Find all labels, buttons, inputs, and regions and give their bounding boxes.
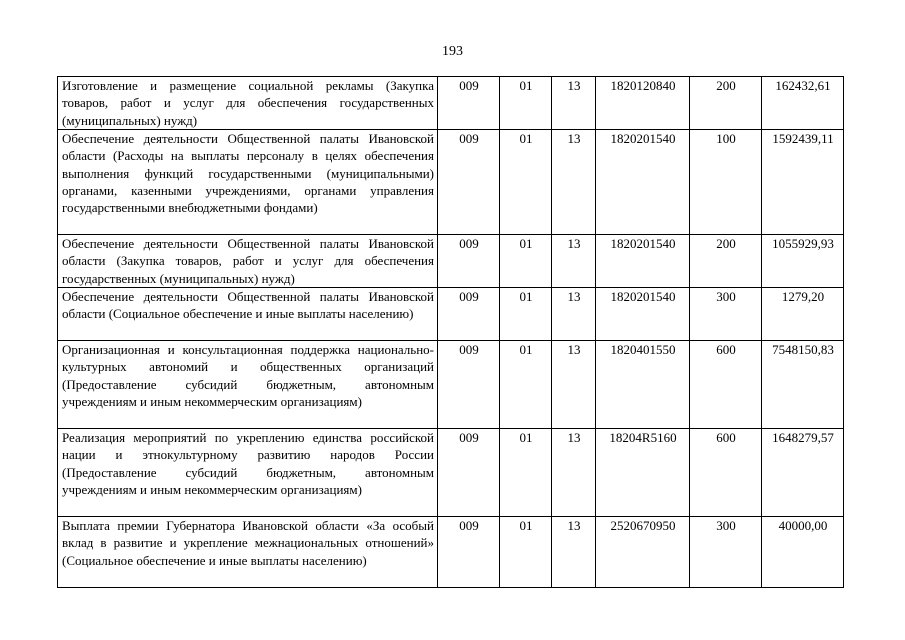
section-code: 01 <box>500 130 552 235</box>
amount-value: 1592439,11 <box>762 130 844 235</box>
table-row <box>58 341 844 429</box>
subsection-code: 13 <box>552 77 596 130</box>
row-description: Обеспечение деятельности Общественной палаты Ивановской области (Закупка товаров, работ и услуг для обеспечения государственных (муниципальных) нужд) <box>58 235 438 288</box>
subsection-code: 13 <box>552 235 596 288</box>
section-code: 01 <box>500 288 552 341</box>
expense-type-code: 200 <box>690 235 762 288</box>
row-description: Выплата премии Губернатора Ивановской области «За особый вклад в развитие и укрепление межнациональных отношений» (Социальное обеспечение и иные выплаты населению) <box>58 517 438 588</box>
ministry-code: 009 <box>438 130 500 235</box>
target-article-code: 2520670950 <box>596 517 690 588</box>
page-number: 193 <box>442 44 463 59</box>
expense-type-code: 100 <box>690 130 762 235</box>
target-article-code: 18204R5160 <box>596 429 690 517</box>
section-code: 01 <box>500 341 552 429</box>
table-row <box>58 235 844 288</box>
amount-value: 40000,00 <box>762 517 844 588</box>
ministry-code: 009 <box>438 341 500 429</box>
amount-value: 162432,61 <box>762 77 844 130</box>
row-description: Реализация мероприятий по укреплению единства российской нации и этнокультурному развитию народов России (Предоставление субсидий бюджетным, автономным учреждениям и иным некоммерческим организациям) <box>58 429 438 517</box>
row-description: Обеспечение деятельности Общественной палаты Ивановской области (Социальное обеспечение и иные выплаты населению) <box>58 288 438 341</box>
subsection-code: 13 <box>552 130 596 235</box>
expense-type-code: 300 <box>690 517 762 588</box>
amount-value: 1648279,57 <box>762 429 844 517</box>
amount-value: 1055929,93 <box>762 235 844 288</box>
target-article-code: 1820201540 <box>596 288 690 341</box>
table-row <box>58 130 844 235</box>
row-description: Организационная и консультационная поддержка национально-культурных автономий и общественных организаций (Предоставление субсидий бюджетным, автономным учреждениям и иным некоммерческим организациям) <box>58 341 438 429</box>
amount-value: 1279,20 <box>762 288 844 341</box>
expense-type-code: 600 <box>690 341 762 429</box>
row-description: Изготовление и размещение социальной рекламы (Закупка товаров, работ и услуг для обеспечения государственных (муниципальных) нужд) <box>58 77 438 130</box>
expense-type-code: 300 <box>690 288 762 341</box>
ministry-code: 009 <box>438 429 500 517</box>
subsection-code: 13 <box>552 341 596 429</box>
row-description: Обеспечение деятельности Общественной палаты Ивановской области (Расходы на выплаты персоналу в целях обеспечения выполнения функций государственными (муниципальными) органами, казенными учреждениями, органами управления государственными внебюджетными фондами) <box>58 130 438 235</box>
ministry-code: 009 <box>438 235 500 288</box>
target-article-code: 1820401550 <box>596 341 690 429</box>
table-row <box>58 77 844 130</box>
subsection-code: 13 <box>552 517 596 588</box>
section-code: 01 <box>500 517 552 588</box>
budget-table <box>57 76 844 588</box>
expense-type-code: 600 <box>690 429 762 517</box>
table-row <box>58 288 844 341</box>
table-row <box>58 429 844 517</box>
expense-type-code: 200 <box>690 77 762 130</box>
ministry-code: 009 <box>438 517 500 588</box>
section-code: 01 <box>500 77 552 130</box>
ministry-code: 009 <box>438 77 500 130</box>
subsection-code: 13 <box>552 288 596 341</box>
subsection-code: 13 <box>552 429 596 517</box>
ministry-code: 009 <box>438 288 500 341</box>
section-code: 01 <box>500 235 552 288</box>
amount-value: 7548150,83 <box>762 341 844 429</box>
target-article-code: 1820201540 <box>596 235 690 288</box>
section-code: 01 <box>500 429 552 517</box>
target-article-code: 1820201540 <box>596 130 690 235</box>
table-row <box>58 517 844 588</box>
target-article-code: 1820120840 <box>596 77 690 130</box>
